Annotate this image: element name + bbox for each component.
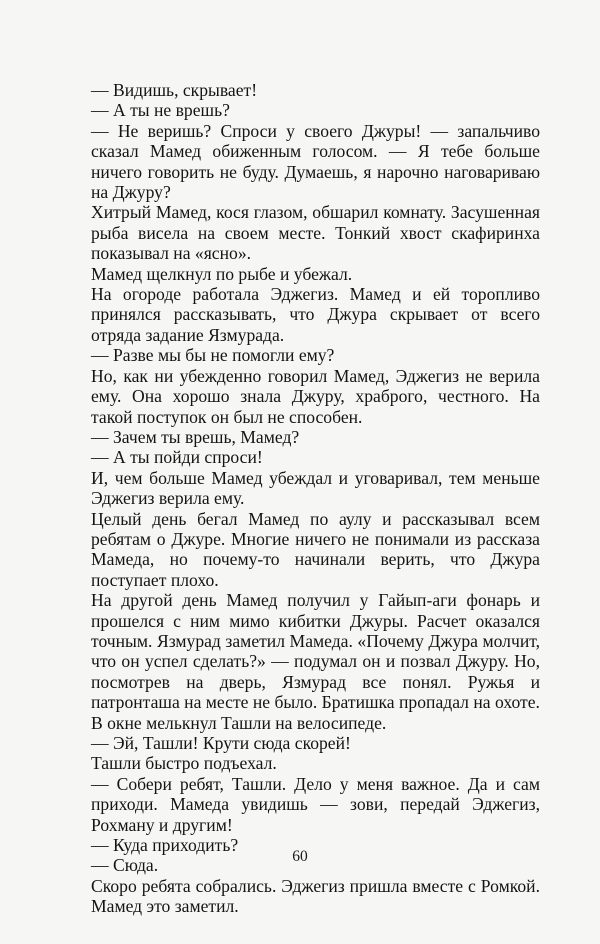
body-text xyxy=(91,80,540,917)
paragraph: — А ты пойди спроси! xyxy=(91,447,263,468)
paragraph: — Собери ребят, Ташли. Дело у меня важное. Да и сам приходи. Мамеда увидишь — зови, передай Эджегиз, Рохману и другим! xyxy=(91,773,540,835)
paragraph: — Сюда. xyxy=(91,855,159,876)
paragraph: Скоро ребята собрались. Эджегиз пришла вместе с Ромкой. Мамед это заметил. xyxy=(91,875,540,917)
paragraph: — А ты не врешь? xyxy=(91,100,230,121)
paragraph: Целый день бегал Мамед по аулу и рассказывал всем ребятам о Джуре. Многие ничего не понимали из рассказа Мамеда, но почему-то начинали верить, что Джура поступает плохо. xyxy=(91,508,540,590)
page-number: 60 xyxy=(292,848,308,865)
paragraph: — Куда приходить? xyxy=(91,835,239,856)
paragraph: И, чем больше Мамед убеждал и уговаривал, тем меньше Эджегиз верила ему. xyxy=(91,467,540,509)
paragraph: На огороде работала Эджегиз. Мамед и ей торопливо принялся рассказывать, что Джура скрывает от всего отряда задание Язмурада. xyxy=(91,284,540,345)
paragraph: — Зачем ты врешь, Мамед? xyxy=(91,426,300,447)
paragraph: — Видишь, скрывает! xyxy=(91,80,258,100)
paragraph: На другой день Мамед получил у Гайып-аги фонарь и прошелся с ним мимо кибитки Джуры. Расчет оказался точным. Язмурад заметил Мамеда. «Почему Джура молчит, что он успел сделать?» — подумал он и позвал Джуру. Но, посмотрев на дверь, Язмурад все понял. Ружья и патронташа на месте не было. Братишка пропадал на охоте. xyxy=(91,590,540,713)
paragraph: Хитрый Мамед, кося глазом, обшарил комнату. Засушенная рыба висела на своем месте. Тонкий хвост скафиринха показывал на «ясно». xyxy=(91,202,540,264)
paragraph: В окне мелькнул Ташли на велосипеде. xyxy=(91,712,387,733)
paragraph: Но, как ни убежденно говорил Мамед, Эджегиз не верила ему. Она хорошо знала Джуру, храброго, честного. На такой поступок он был не способен. xyxy=(91,365,540,427)
paragraph: Мамед щелкнул по рыбе и убежал. xyxy=(91,263,353,284)
paragraph: — Не веришь? Спроси у своего Джуры! — запальчиво сказал Мамед обиженным голосом. — Я тебе больше ничего говорить не буду. Думаешь, я нарочно наговариваю на Джуру? xyxy=(91,120,540,203)
paragraph: — Эй, Ташли! Крути сюда скорей! xyxy=(91,733,351,753)
paragraph: Ташли быстро подъехал. xyxy=(91,753,277,774)
paragraph: — Разве мы бы не помогли ему? xyxy=(91,345,335,366)
